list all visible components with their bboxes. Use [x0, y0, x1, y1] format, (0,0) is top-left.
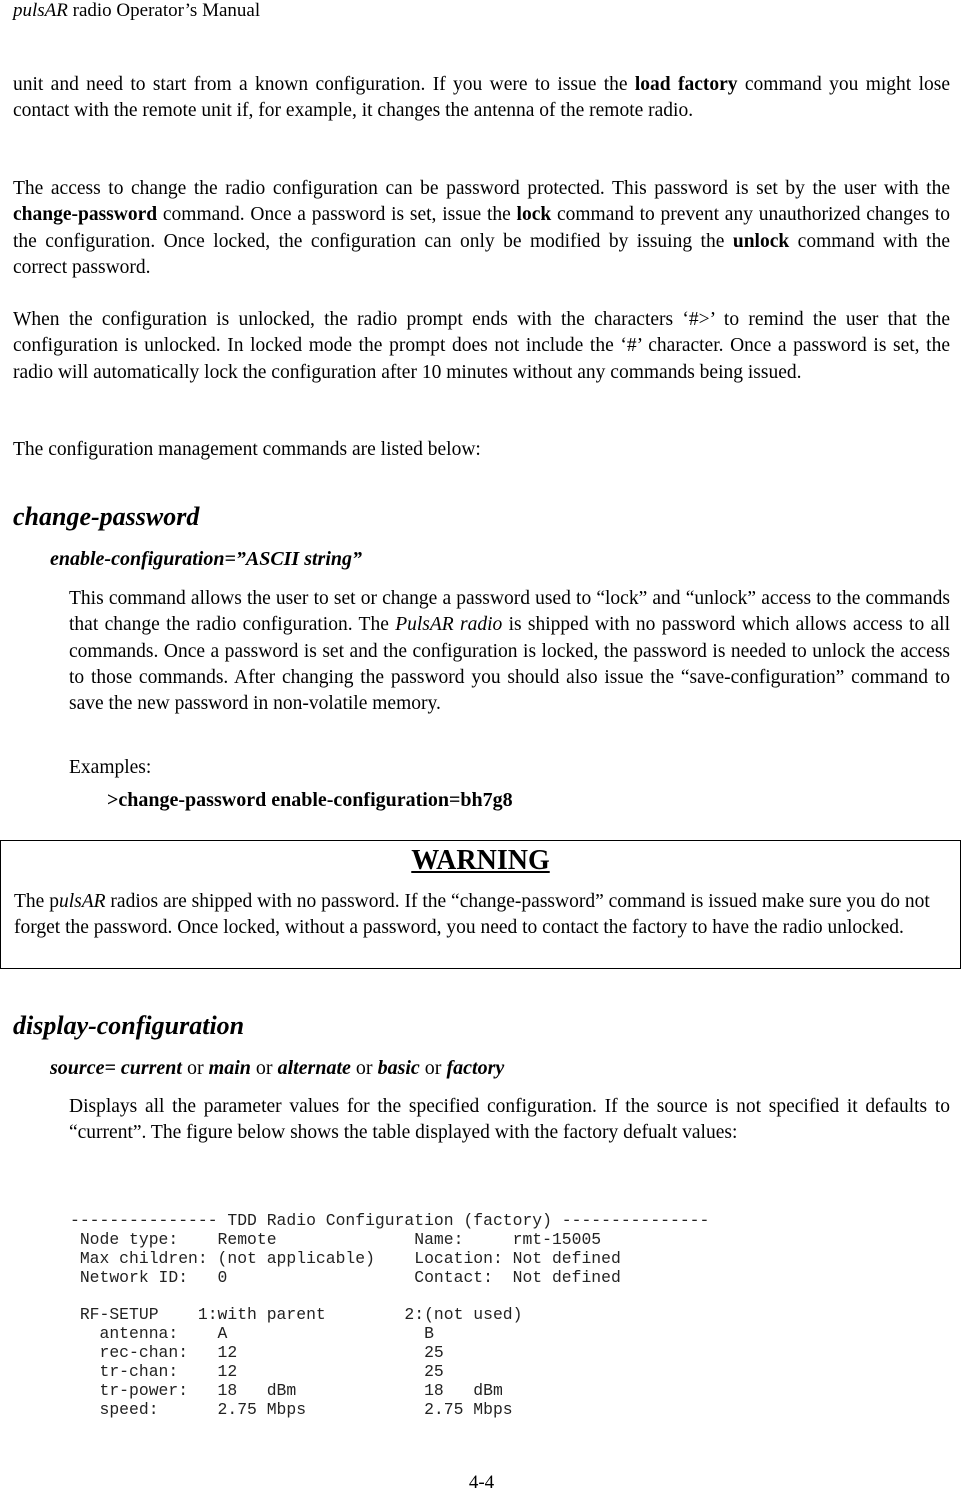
text: source=	[50, 1057, 116, 1079]
paragraph-load-factory	[13, 72, 950, 125]
examples-label: Examples:	[69, 757, 152, 778]
header-product: pulsAR	[13, 0, 68, 21]
paragraph-prompt: When the configuration is unlocked, the radio prompt ends with the characters ‘#>’ to remind the user that the configuration is unlocked. In locked mode the prompt does not include the ‘#’ character. Once a password is set, the radio will automatically lock the configuration after 10 minutes without any commands being issued.	[13, 309, 950, 383]
text: or	[181, 1057, 209, 1079]
text: command to prevent any unauthorized changes to the configuration. Once locked, the configuration can only be modified by issuing the	[13, 204, 950, 252]
text: factory	[446, 1057, 505, 1079]
argument-enable-configuration: enable-configuration=”ASCII string”	[50, 548, 363, 570]
text: main	[208, 1057, 251, 1079]
text: is shipped with no password which allows access to all commands. Once a password is set and the configuration is locked, the password is needed to unlock the access to those commands. After changing the password you should also issue the “save-configuration” command to save the new password in non-volatile memory.	[69, 614, 951, 715]
command-name: unlock	[732, 230, 790, 252]
command-name: lock	[516, 204, 552, 226]
text: current	[115, 1057, 182, 1079]
text: or	[250, 1057, 278, 1079]
command-name: load factory	[634, 74, 738, 95]
example-command: >change-password enable-configuration=bh7g8	[107, 789, 513, 811]
heading-display-configuration: display-configuration	[13, 1011, 245, 1040]
config-table-header: --------------- TDD Radio Configuration (factory) --------------- Node type: Remote Name: rmt-15005 Max children: (not applicable) Location: Not defined Network ID: 0 Contact: Not defined	[70, 1211, 710, 1287]
warning-box	[0, 840, 961, 969]
header-title: radio Operator’s Manual	[67, 0, 261, 21]
paragraph-password-protection	[13, 176, 950, 281]
text: This command allows the user to set or change a password used to “lock” and “unlock” access to the commands that change the radio configuration. The	[69, 588, 950, 636]
text: The access to change the radio configuration can be password protected. This password is set by the user with the	[13, 178, 950, 199]
text: radios are shipped with no password. If the “change-password” command is issued make sure you do not forget the password. Once locked, without a password, you need to contact the factory to have the radio unlocked.	[14, 891, 930, 939]
warning-text	[14, 889, 949, 942]
text: unit and need to start from a known configuration. If you were to issue the	[13, 74, 635, 95]
warning-title: WARNING	[411, 845, 550, 876]
display-configuration-description: Displays all the parameter values for the specified configuration. If the source is not specified it defaults to “current”. The figure below shows the table displayed with the factory defualt values:	[69, 1096, 950, 1144]
paragraph-commands-intro: The configuration management commands are listed below:	[13, 439, 481, 460]
page-number: 4-4	[468, 1472, 495, 1493]
text: basic	[377, 1057, 420, 1079]
text: command. Once a password is set, issue the	[157, 204, 517, 226]
product-name: ulsAR	[58, 891, 106, 912]
text: or	[419, 1057, 447, 1079]
argument-source	[50, 1057, 504, 1080]
text: alternate	[277, 1057, 351, 1079]
text: command with the correct password.	[13, 230, 950, 278]
text: command you might lose contact with the remote unit if, for example, it changes the antenna of the remote radio.	[13, 74, 950, 122]
config-table-rf-setup: RF-SETUP 1:with parent 2:(not used) antenna: A B rec-chan: 12 25 tr-chan: 12 25 tr-power: 18 dBm 18 dBm speed: 2.75 Mbps 2.75 Mbps	[79, 1305, 523, 1419]
product-name: PulsAR radio	[395, 614, 503, 636]
heading-change-password: change-password	[13, 502, 200, 531]
running-header	[13, 0, 260, 22]
change-password-description	[69, 586, 950, 717]
command-name: change-password	[13, 204, 158, 226]
text: The p	[14, 891, 59, 912]
text: or	[350, 1057, 378, 1079]
